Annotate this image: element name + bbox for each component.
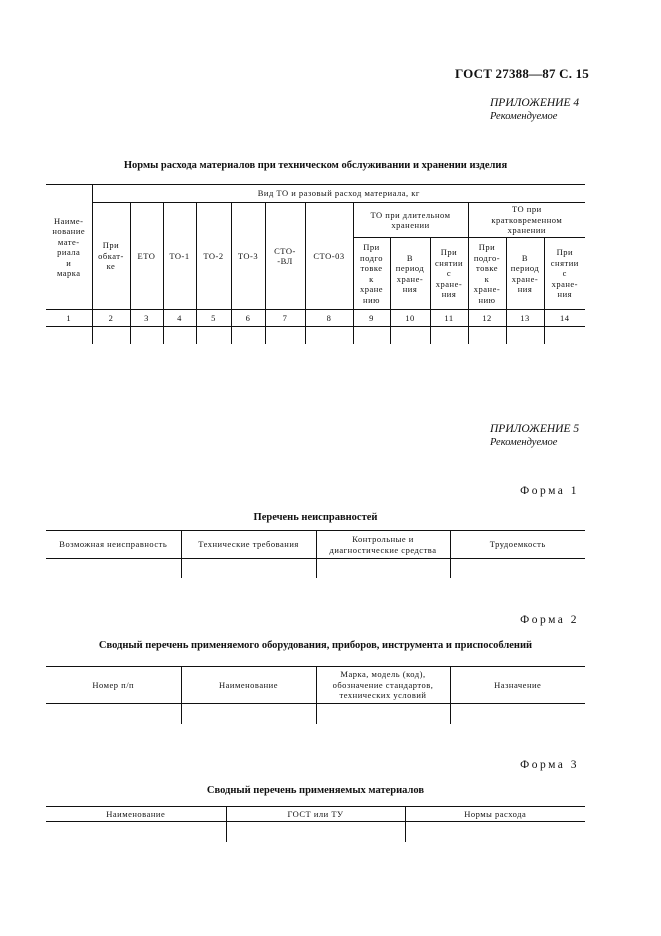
col-short-removal: При снятии с хране- ния — [544, 238, 585, 310]
col-number: Номер п/п — [46, 667, 181, 704]
appendix-5-subtitle: Рекомендуемое — [490, 437, 558, 448]
col-number: 2 — [92, 310, 130, 327]
column-numbers-row — [46, 310, 585, 327]
appendix-5-heading — [490, 423, 579, 449]
col-to3: ТО-3 — [231, 203, 265, 310]
forma3-title: Сводный перечень применяемых материалов — [206, 785, 425, 796]
table1-title: Нормы расхода материалов при техническом обслуживании и хранении изделия — [123, 160, 508, 171]
table-row — [46, 559, 585, 578]
table-row — [46, 704, 585, 724]
appendix-4-heading — [490, 97, 579, 123]
col-short-prep: При подго- товке к хране- нию — [468, 238, 506, 310]
col-gost: ГОСТ или ТУ — [226, 807, 405, 822]
col-material-name: Наиме- нование мате- риала и марка — [46, 185, 92, 310]
col-number: 3 — [130, 310, 163, 327]
col-number: 8 — [305, 310, 353, 327]
col-long-period: В период хране- ния — [390, 238, 430, 310]
col-long-removal: При снятии с хране- ния — [430, 238, 468, 310]
faults-table — [46, 530, 585, 578]
forma1-label: Форма 1 — [520, 485, 579, 497]
col-labor: Трудоемкость — [450, 531, 585, 559]
col-number: 12 — [468, 310, 506, 327]
col-diagnostics: Контрольные и диагностические средства — [316, 531, 450, 559]
col-long-storage: ТО при длительном хранении — [353, 203, 468, 238]
col-to1: ТО-1 — [163, 203, 196, 310]
table-row — [46, 822, 585, 842]
appendix-5-title: ПРИЛОЖЕНИЕ 5 — [490, 423, 580, 435]
col-name: Наименование — [181, 667, 316, 704]
appendix-4-subtitle: Рекомендуемое — [490, 111, 558, 122]
col-number: 1 — [46, 310, 92, 327]
materials-table — [46, 806, 585, 842]
col-number: 11 — [430, 310, 468, 327]
col-number: 10 — [390, 310, 430, 327]
col-tech-req: Технические требования — [181, 531, 316, 559]
appendix-4-title: ПРИЛОЖЕНИЕ 4 — [490, 97, 580, 109]
col-pri-obkatke: При обкат- ке — [92, 203, 130, 310]
col-number: 6 — [231, 310, 265, 327]
col-number: 9 — [353, 310, 390, 327]
col-group-header: Вид ТО и разовый расход материала, кг — [92, 185, 585, 203]
forma3-label: Форма 3 — [520, 759, 579, 771]
forma2-title: Сводный перечень применяемого оборудования, приборов, инструмента и приспособлений — [98, 640, 533, 651]
col-number: 14 — [544, 310, 585, 327]
col-sto03: СТО-03 — [305, 203, 353, 310]
col-long-prep: При подго товке к хране нию — [353, 238, 390, 310]
col-short-period: В период хране- ния — [506, 238, 544, 310]
col-number: 4 — [163, 310, 196, 327]
materials-norms-table — [46, 184, 585, 344]
table-row — [46, 327, 585, 344]
col-number: 13 — [506, 310, 544, 327]
col-number: 5 — [196, 310, 231, 327]
col-to2: ТО-2 — [196, 203, 231, 310]
col-name: Наименование — [46, 807, 226, 822]
col-purpose: Назначение — [450, 667, 585, 704]
page-header: ГОСТ 27388—87 С. 15 — [455, 66, 589, 81]
col-norms: Нормы расхода — [405, 807, 585, 822]
equipment-table — [46, 666, 585, 724]
col-sto-vl: СТО- -ВЛ — [265, 203, 305, 310]
col-eto: ЕТО — [130, 203, 163, 310]
col-model: Марка, модель (код), обозначение стандартов, технических условий — [316, 667, 450, 704]
col-short-storage: ТО при кратковременном хранении — [468, 203, 585, 238]
col-number: 7 — [265, 310, 305, 327]
forma2-label: Форма 2 — [520, 614, 579, 626]
col-fault: Возможная неисправность — [46, 531, 181, 559]
forma1-title: Перечень неисправностей — [253, 512, 378, 523]
